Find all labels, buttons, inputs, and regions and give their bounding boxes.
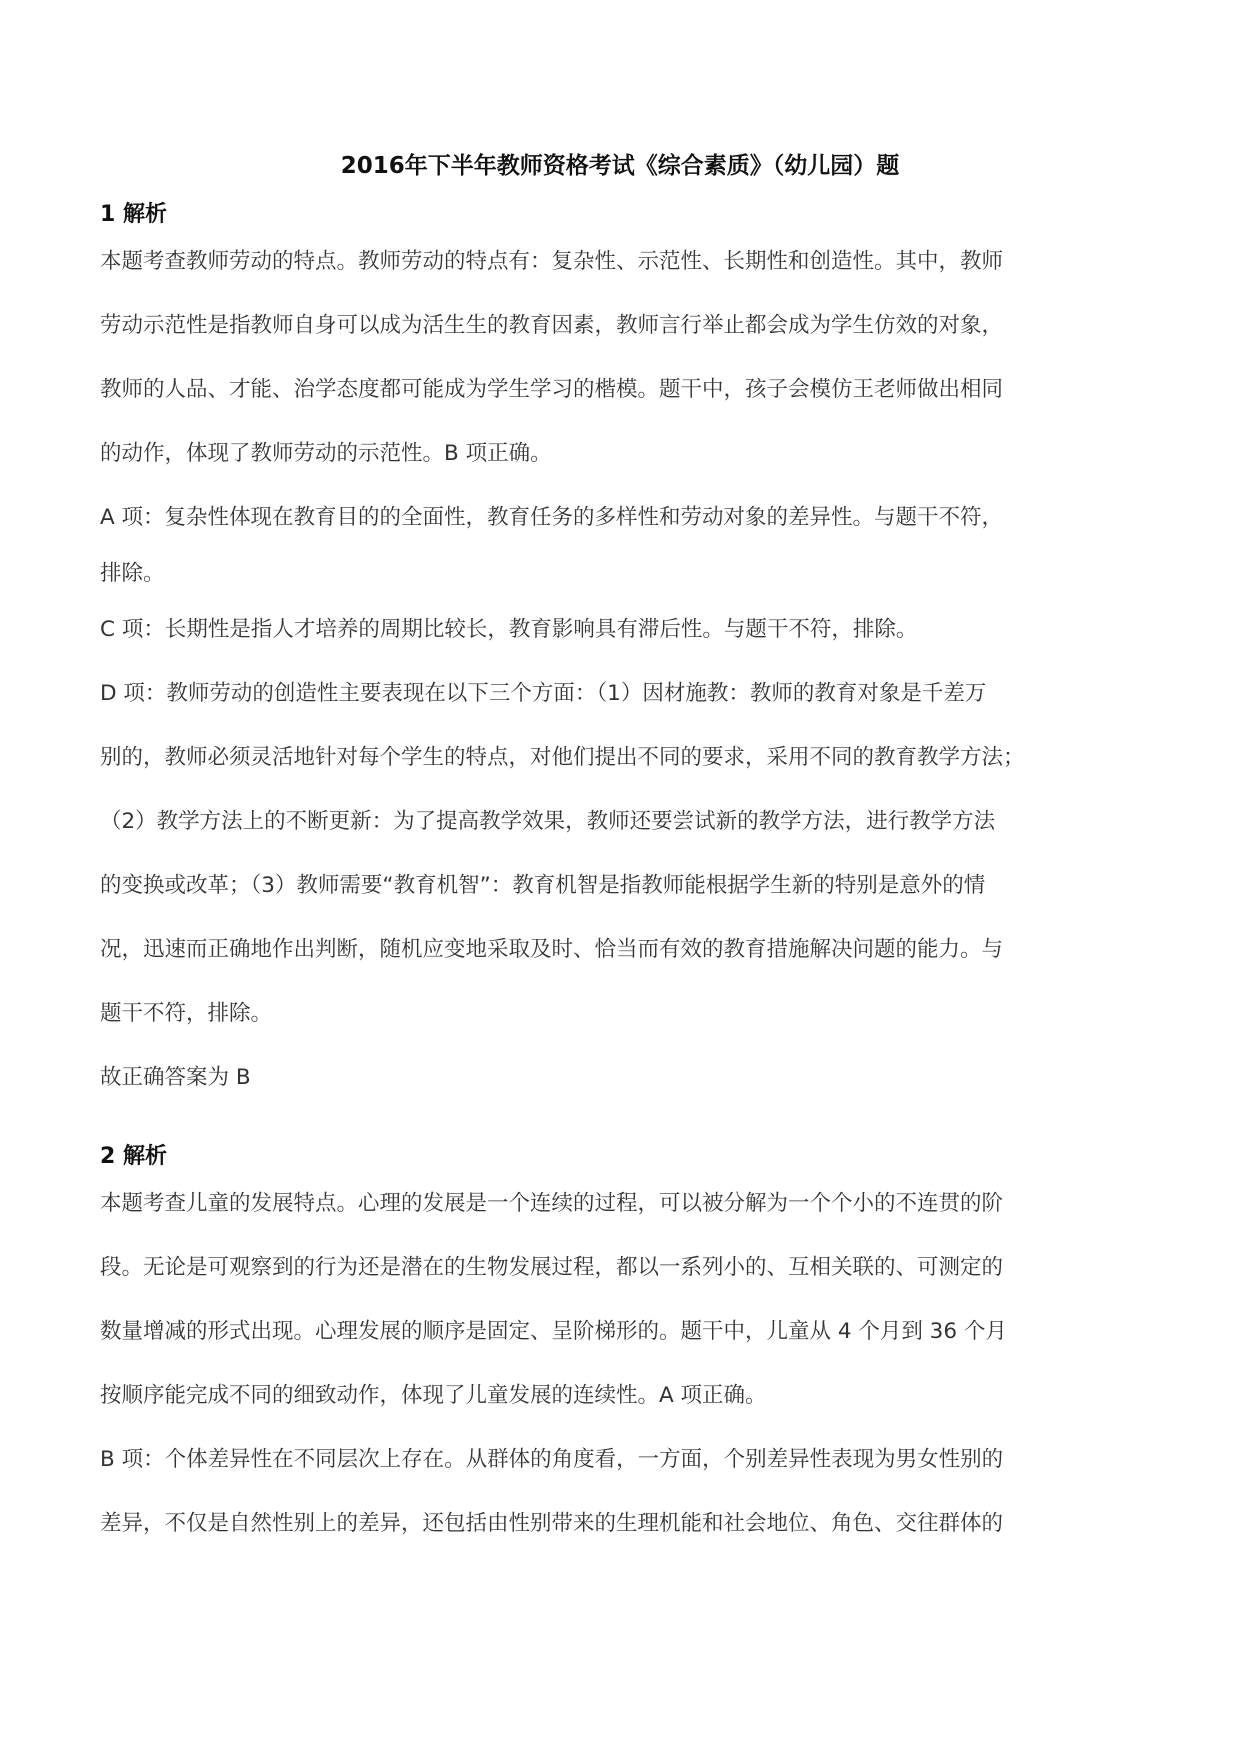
text-line: 差异，不仅是自然性别上的差异，还包括由性别带来的生理机能和社会地位、角色、交往群体的: [100, 1511, 1004, 1536]
section-1: [100, 198, 1170, 1110]
text-line: 况，迅速而正确地作出判断，随机应变地采取及时、恰当而有效的教育措施解决问题的能力。与: [100, 937, 1004, 962]
text-line: 题干不符，排除。: [100, 1001, 273, 1026]
text-line: 按顺序能完成不同的细致动作，体现了儿童发展的连续性。A 项正确。: [100, 1383, 767, 1408]
text-line: C 项：长期性是指人才培养的周期比较长，教育影响具有滞后性。与题干不符，排除。: [100, 617, 918, 642]
document-title: 2016年下半年教师资格考试《综合素质》（幼儿园）题: [340, 153, 900, 179]
section-1-body: [100, 230, 1170, 1110]
text-line: 本题考查儿童的发展特点。心理的发展是一个连续的过程，可以被分解为一个个小的不连贯的阶: [100, 1191, 1004, 1216]
text-line: 数量增减的形式出现。心理发展的顺序是固定、呈阶梯形的。题干中，儿童从 4 个月到 36 个月: [100, 1319, 1007, 1344]
section-2: [100, 1140, 1170, 1556]
text-line: 别的，教师必须灵活地针对每个学生的特点，对他们提出不同的要求，采用不同的教育教学方法；: [100, 745, 1025, 770]
text-line: 的动作，体现了教师劳动的示范性。B 项正确。: [100, 441, 552, 466]
text-line: 段。无论是可观察到的行为还是潜在的生物发展过程，都以一系列小的、互相关联的、可测定的: [100, 1255, 1004, 1280]
text-line: 的变换或改革；（3）教师需要“教育机智”：教育机智是指教师能根据学生新的特别是意外的情: [100, 873, 986, 898]
text-line: 教师的人品、才能、治学态度都可能成为学生学习的楷模。题干中，孩子会模仿王老师做出相同: [100, 377, 1004, 402]
text-line: A 项：复杂性体现在教育目的的全面性，教育任务的多样性和劳动对象的差异性。与题干不符，: [100, 505, 1004, 530]
text-line: D 项：教师劳动的创造性主要表现在以下三个方面：（1）因材施教：教师的教育对象是千差万: [100, 681, 987, 706]
text-line: 劳动示范性是指教师自身可以成为活生生的教育因素，教师言行举止都会成为学生仿效的对象，: [100, 313, 1004, 338]
section-2-body: [100, 1172, 1170, 1556]
text-line: 排除。: [100, 561, 165, 586]
text-line: （2）教学方法上的不断更新：为了提高教学效果，教师还要尝试新的教学方法，进行教学方法: [100, 809, 996, 834]
section-1-heading: 1 解析: [100, 202, 167, 227]
section-2-heading: 2 解析: [100, 1144, 167, 1169]
text-line: 故正确答案为 B: [100, 1065, 251, 1090]
text-line: 本题考查教师劳动的特点。教师劳动的特点有：复杂性、示范性、长期性和创造性。其中，教师: [100, 249, 1004, 274]
text-line: B 项：个体差异性在不同层次上存在。从群体的角度看，一方面，个别差异性表现为男女性别的: [100, 1447, 1004, 1472]
